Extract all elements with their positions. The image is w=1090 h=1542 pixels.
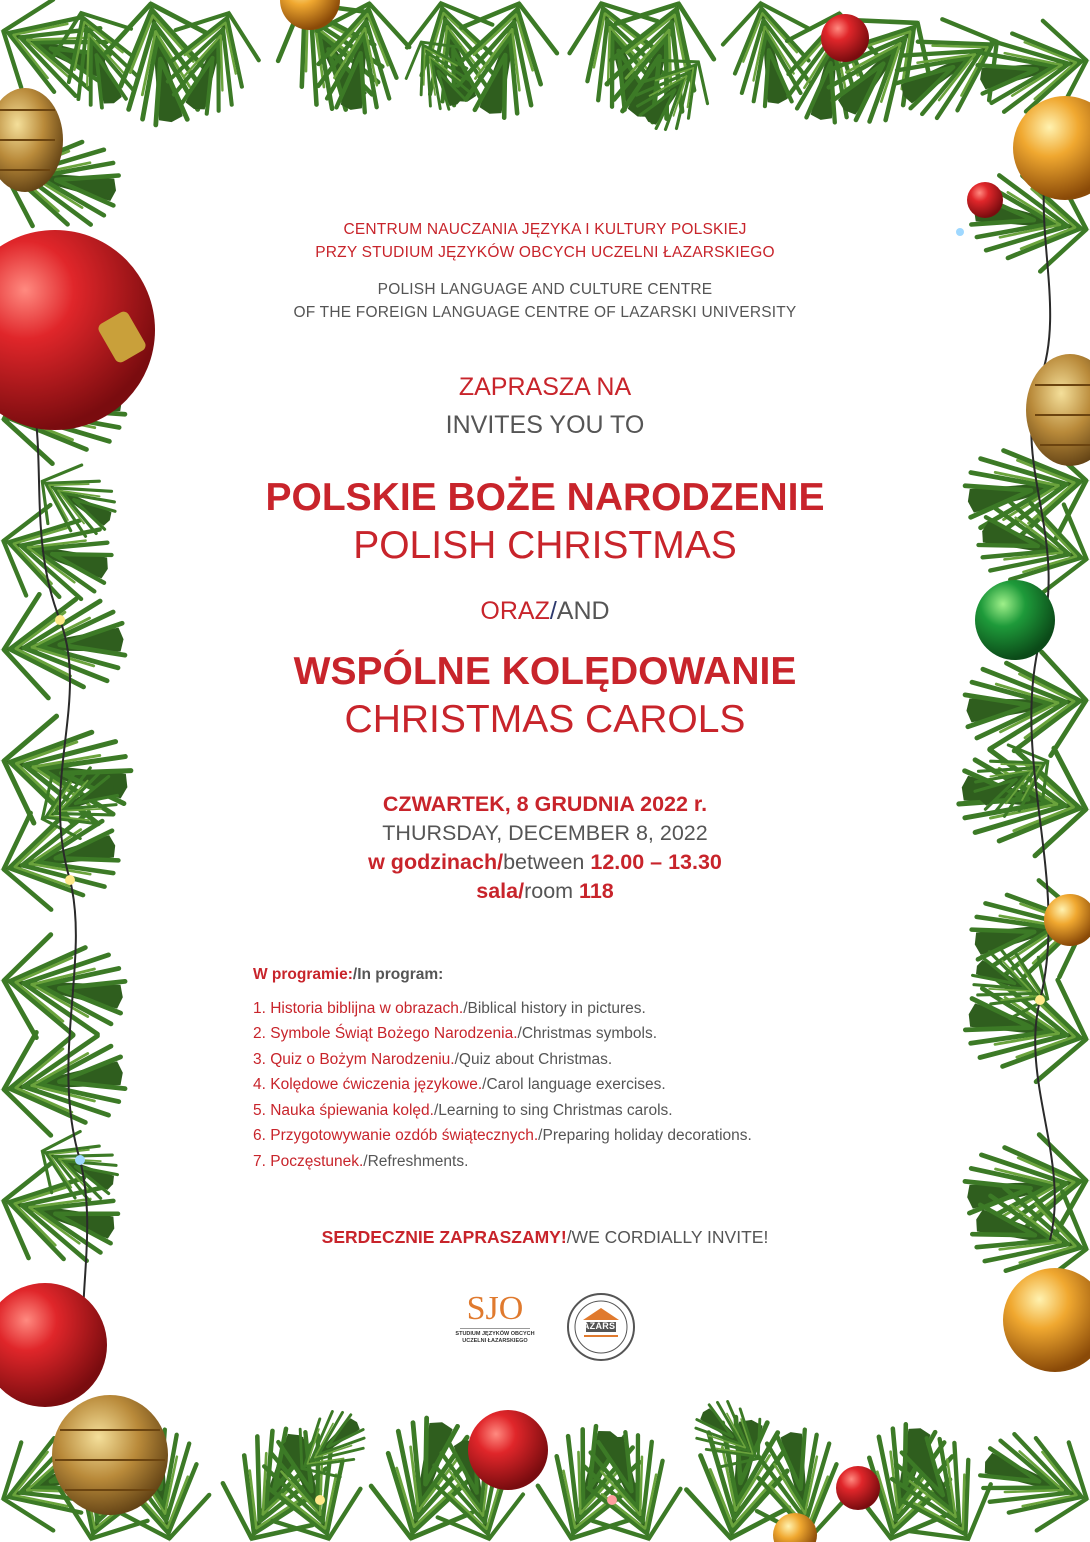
item-number: 5. [253, 1101, 271, 1119]
invite-en: INVITES YOU TO [445, 411, 645, 439]
header-en-line-1: POLISH LANGUAGE AND CULTURE CENTRE [377, 281, 713, 298]
program-list [253, 962, 873, 1174]
item-number: 1. [253, 999, 271, 1017]
lazarski-logo [566, 1292, 636, 1362]
top-foliage [0, 0, 1090, 143]
list-item [253, 1149, 873, 1175]
program-title-pl: W programie: [253, 966, 353, 983]
item-en: /Learning to sing Christmas carols. [433, 1101, 673, 1119]
room-line [200, 877, 890, 906]
item-en: /Biblical history in pictures. [463, 999, 646, 1017]
sjo-logo [450, 1292, 540, 1345]
red-bauble-bottom [468, 1410, 548, 1490]
list-item [253, 1098, 873, 1124]
header-en-line-2: OF THE FOREIGN LANGUAGE CENTRE OF LAZARSKI UNIVERSITY [293, 304, 797, 321]
item-en: /Christmas symbols. [517, 1025, 658, 1042]
item-pl: Symbole Świąt Bożego Narodzenia. [270, 1025, 518, 1042]
item-en: /Quiz about Christmas. [454, 1050, 613, 1068]
gold-bauble-bottom-right [1003, 1268, 1090, 1372]
header-pl-line-1: CENTRUM NAUCZANIA JĘZYKA I KULTURY POLSKIEJ [343, 221, 747, 238]
sjo-logo-line-2: UCZELNI ŁAZARSKIEGO [462, 1338, 528, 1344]
green-bauble-right [975, 580, 1055, 660]
connector-slash: / [549, 597, 557, 625]
connector-en: AND [556, 597, 610, 625]
header-english [200, 278, 890, 324]
list-item [253, 1123, 873, 1149]
item-pl: Nauka śpiewania kolęd. [270, 1101, 434, 1119]
invite-block [200, 368, 890, 444]
date-pl: CZWARTEK, 8 GRUDNIA 2022 r. [382, 792, 708, 816]
event2-title-en: CHRISTMAS CAROLS [344, 698, 746, 741]
red-bauble-bottom-left [0, 1283, 107, 1407]
date-en: THURSDAY, DECEMBER 8, 2022 [382, 821, 708, 845]
time-line [200, 848, 890, 877]
item-pl: Historia biblijna w obrazach. [270, 999, 464, 1017]
header-polish [200, 218, 890, 264]
time-value: 12.00 – 13.30 [590, 850, 722, 874]
item-number: 2. [253, 1025, 271, 1042]
connector [200, 592, 890, 630]
item-en: /Preparing holiday decorations. [538, 1127, 752, 1144]
event1-title-en: POLISH CHRISTMAS [353, 524, 737, 567]
item-number: 3. [253, 1050, 271, 1068]
right-foliage [952, 161, 1090, 1298]
time-label-en: between [503, 850, 591, 874]
closing-pl: SERDECZNIE ZAPRASZAMY! [321, 1227, 567, 1247]
program-title [253, 962, 873, 988]
invite-pl: ZAPRASZA NA [458, 373, 632, 401]
item-pl: Quiz o Bożym Narodzeniu. [270, 1050, 455, 1068]
lazarski-logo-mark: ŁAZARSKI [577, 1321, 625, 1331]
room-label-pl: sala/ [476, 879, 525, 903]
closing-en: /WE CORDIALLY INVITE! [566, 1227, 769, 1247]
event-details [200, 790, 890, 906]
header-pl-line-2: PRZY STUDIUM JĘZYKÓW OBCYCH UCZELNI ŁAZARSKIEGO [315, 244, 775, 261]
room-value: 118 [579, 879, 614, 903]
red-bauble-top [821, 14, 869, 62]
sjo-logo-line-1: STUDIUM JĘZYKÓW OBCYCH [455, 1331, 535, 1337]
closing-line [200, 1225, 890, 1249]
item-number: 6. [253, 1127, 271, 1144]
connector-pl: ORAZ [480, 597, 550, 625]
program-title-en: /In program: [352, 966, 444, 983]
item-en: /Refreshments. [363, 1152, 469, 1170]
list-item [253, 1047, 873, 1073]
item-en: /Carol language exercises. [482, 1076, 666, 1093]
item-number: 4. [253, 1076, 271, 1093]
event-christmas-carols [200, 648, 890, 744]
time-label-pl: w godzinach/ [368, 850, 504, 874]
item-number: 7. [253, 1152, 271, 1170]
item-pl: Kolędowe ćwiczenia językowe. [270, 1076, 483, 1093]
event2-title-pl: WSPÓLNE KOLĘDOWANIE [293, 650, 797, 693]
event-polish-christmas [200, 474, 890, 570]
room-label-en: room [524, 879, 580, 903]
sjo-logo-mark: SJO [466, 1290, 524, 1327]
item-pl: Poczęstunek. [270, 1152, 364, 1170]
event1-title-pl: POLSKIE BOŻE NARODZENIE [265, 476, 825, 519]
list-item [253, 1072, 873, 1098]
small-red-bauble-right [967, 182, 1003, 218]
list-item [253, 1021, 873, 1047]
small-red-bauble-bottom [836, 1466, 880, 1510]
item-pl: Przygotowywanie ozdób świątecznych. [270, 1127, 539, 1144]
list-item [253, 996, 873, 1022]
